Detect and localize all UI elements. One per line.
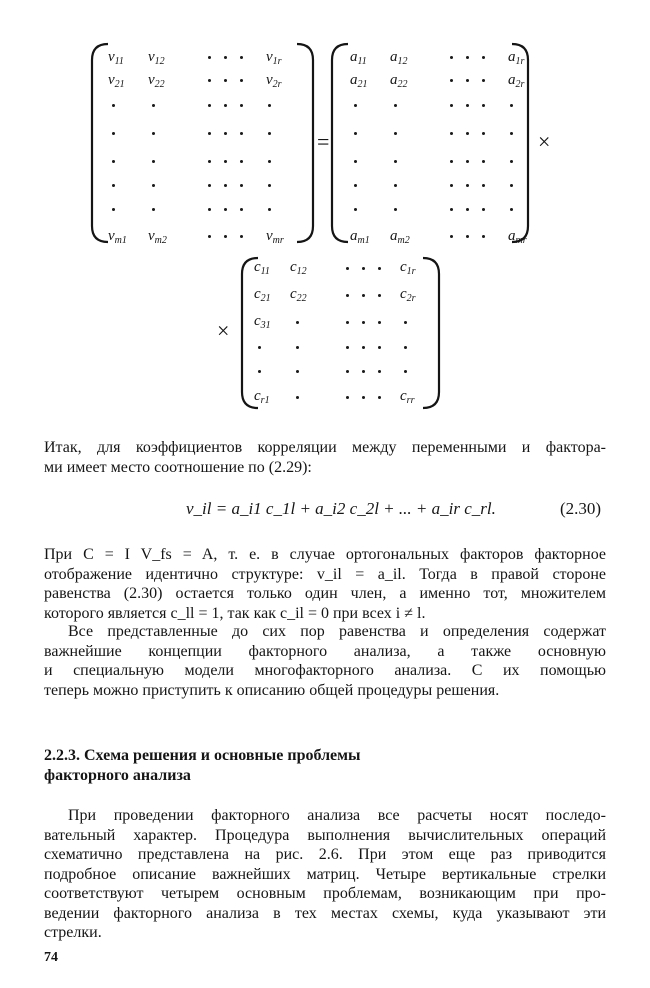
matrix-dot xyxy=(510,184,513,187)
matrix-v-cell: $v_{m2}$ xyxy=(148,228,167,246)
matrix-dot xyxy=(394,208,397,211)
matrix-dot xyxy=(378,370,381,373)
matrix-dot xyxy=(482,56,485,59)
matrix-c-left-bracket xyxy=(242,258,258,408)
matrix-a-cell: $a_{1r}$ xyxy=(508,49,525,67)
matrix-dot xyxy=(346,346,349,349)
matrix-dot xyxy=(268,132,271,135)
matrix-dot xyxy=(466,56,469,59)
section-heading-line: 2.2.3. Схема решения и основные проблемы xyxy=(44,747,361,764)
matrix-dot xyxy=(208,208,211,211)
text-line: соответствуют четырем основным проблемам, возникающим при про- xyxy=(44,885,606,902)
matrix-dot xyxy=(510,104,513,107)
matrix-a-cell: $a_{m2}$ xyxy=(390,228,410,246)
matrix-dot xyxy=(404,370,407,373)
text-line: и специальную модели многофакторного анализа. С их помощью xyxy=(44,662,606,679)
matrix-dot xyxy=(450,208,453,211)
matrix-dot xyxy=(296,370,299,373)
text-line: ведении факторного анализа в тех местах схемы, куда указывают эти xyxy=(44,904,606,922)
text-line: подробное описание важнейших матриц. Четыре вертикальные стрелки xyxy=(44,865,606,883)
matrix-v-cell: $v_{mr}$ xyxy=(266,228,284,246)
matrix-dot xyxy=(346,267,349,270)
matrix-dot xyxy=(224,132,227,135)
matrix-dot xyxy=(152,208,155,211)
times-sign-left: × xyxy=(217,318,230,343)
matrix-dot xyxy=(258,346,261,349)
matrix-dot xyxy=(362,267,365,270)
matrix-dot xyxy=(112,208,115,211)
matrix-dot xyxy=(362,396,365,399)
matrix-a-cell: $a_{mr}$ xyxy=(508,228,527,246)
matrix-dot xyxy=(482,235,485,238)
matrix-dot xyxy=(268,104,271,107)
matrix-dot xyxy=(482,79,485,82)
matrix-v-right-bracket xyxy=(297,44,313,242)
text-line: ми имеет место соотношение по (2.29): xyxy=(44,458,312,476)
matrix-dot xyxy=(208,235,211,238)
text-line: При C = I V_fs = A, т. е. в случае ортогональных факторов факторное xyxy=(44,546,606,563)
matrix-v-cell: $v_{2r}$ xyxy=(266,72,282,90)
text-line: При проведении факторного анализа все расчеты носят последо- xyxy=(68,807,606,824)
matrix-dot xyxy=(240,79,243,82)
matrix-dot xyxy=(152,160,155,163)
section-heading xyxy=(44,746,361,786)
matrix-dot xyxy=(112,160,115,163)
matrix-a-cell: $a_{12}$ xyxy=(390,49,408,67)
matrix-dot xyxy=(240,132,243,135)
matrix-dot xyxy=(378,396,381,399)
matrix-dot xyxy=(268,160,271,163)
matrix-dot xyxy=(346,321,349,324)
matrix-dot xyxy=(404,321,407,324)
text-line: которого является c_ll = 1, так как c_il = 0 при всех i ≠ l. xyxy=(44,604,426,622)
paragraph-intro xyxy=(44,438,606,477)
matrix-dot xyxy=(482,184,485,187)
matrix-dot xyxy=(450,160,453,163)
matrix-dot xyxy=(450,104,453,107)
matrix-dot xyxy=(482,104,485,107)
matrix-dot xyxy=(112,132,115,135)
matrix-dot xyxy=(450,132,453,135)
matrix-a-cell: $a_{m1}$ xyxy=(350,228,370,246)
matrix-dot xyxy=(240,235,243,238)
matrix-dot xyxy=(482,132,485,135)
matrix-dot xyxy=(362,370,365,373)
matrix-dot xyxy=(296,396,299,399)
matrix-a-cell: $a_{21}$ xyxy=(350,72,368,90)
matrix-dot xyxy=(240,160,243,163)
paragraph-orthogonal xyxy=(44,545,606,623)
matrix-dot xyxy=(466,132,469,135)
matrix-dot xyxy=(394,104,397,107)
matrix-dot xyxy=(394,132,397,135)
matrix-dot xyxy=(394,184,397,187)
matrix-dot xyxy=(354,132,357,135)
matrix-dot xyxy=(346,294,349,297)
matrix-dot xyxy=(510,208,513,211)
matrix-v-cell: $v_{m1}$ xyxy=(108,228,127,246)
matrix-dot xyxy=(112,184,115,187)
matrix-dot xyxy=(466,160,469,163)
matrix-dot xyxy=(112,104,115,107)
matrix-dot xyxy=(354,104,357,107)
matrix-dot xyxy=(208,160,211,163)
matrix-dot xyxy=(268,184,271,187)
equation-2-30 xyxy=(186,499,496,519)
matrix-v-left-bracket xyxy=(92,44,108,242)
equation-text: v_il = a_i1 c_1l + a_i2 c_2l + ... + a_ir c_rl. xyxy=(186,499,496,518)
matrix-dot xyxy=(152,104,155,107)
matrix-dot xyxy=(378,267,381,270)
matrix-dot xyxy=(466,104,469,107)
matrix-dot xyxy=(224,79,227,82)
matrix-dot xyxy=(224,184,227,187)
matrix-v-cell: $v_{21}$ xyxy=(108,72,125,90)
matrix-dot xyxy=(224,56,227,59)
text-line: отображение идентично структуре: v_il = a_il. Тогда в правой стороне xyxy=(44,565,606,583)
matrix-dot xyxy=(224,235,227,238)
matrix-dot xyxy=(208,79,211,82)
matrix-dot xyxy=(152,132,155,135)
matrix-dot xyxy=(296,346,299,349)
text-line: Итак, для коэффициентов корреляции между переменными и фактора- xyxy=(44,439,606,456)
matrix-dot xyxy=(354,184,357,187)
page-number: 74 xyxy=(44,950,58,965)
matrix-dot xyxy=(296,321,299,324)
matrix-c-cell: $c_{r1}$ xyxy=(254,388,270,406)
matrix-v-cell: $v_{11}$ xyxy=(108,49,124,67)
section-heading-line: факторного анализа xyxy=(44,767,191,784)
matrix-dot xyxy=(450,184,453,187)
matrix-dot xyxy=(224,104,227,107)
matrix-dot xyxy=(466,184,469,187)
matrix-dot xyxy=(404,346,407,349)
matrix-dot xyxy=(466,208,469,211)
matrix-dot xyxy=(482,160,485,163)
matrix-v-cell: $v_{1r}$ xyxy=(266,49,282,67)
equation-number: (2.30) xyxy=(560,499,602,518)
matrix-a-left-bracket xyxy=(332,44,348,242)
matrix-dot xyxy=(346,370,349,373)
matrix-c-cell: $c_{31}$ xyxy=(254,313,271,331)
paragraph-concepts xyxy=(44,622,606,700)
matrix-v-cell: $v_{12}$ xyxy=(148,49,165,67)
matrix-dot xyxy=(208,104,211,107)
matrix-dot xyxy=(224,160,227,163)
matrix-dot xyxy=(378,294,381,297)
matrix-c-cell: $c_{rr}$ xyxy=(400,388,415,406)
matrix-dot xyxy=(466,235,469,238)
matrix-dot xyxy=(208,56,211,59)
matrix-dot xyxy=(362,346,365,349)
matrix-dot xyxy=(152,184,155,187)
matrix-dot xyxy=(346,396,349,399)
matrix-dot xyxy=(208,184,211,187)
matrix-a-cell: $a_{2r}$ xyxy=(508,72,525,90)
matrix-dot xyxy=(208,132,211,135)
text-line: схематично представлена на рис. 2.6. При этом еще раз приводится xyxy=(44,846,606,863)
matrix-dot xyxy=(450,79,453,82)
matrix-c-cell: $c_{22}$ xyxy=(290,286,307,304)
matrix-dot xyxy=(240,104,243,107)
matrix-dot xyxy=(354,208,357,211)
matrix-dot xyxy=(510,160,513,163)
matrix-dot xyxy=(240,56,243,59)
text-line: стрелки. xyxy=(44,924,102,941)
matrix-a-cell: $a_{11}$ xyxy=(350,49,367,67)
matrix-a-cell: $a_{22}$ xyxy=(390,72,408,90)
matrix-c-right-bracket xyxy=(423,258,439,408)
text-line: Все представленные до сих пор равенства и определения содержат xyxy=(68,623,606,640)
matrix-dot xyxy=(450,56,453,59)
paragraph-procedure xyxy=(44,806,606,943)
matrix-dot xyxy=(510,132,513,135)
matrix-dot xyxy=(378,346,381,349)
matrix-dot xyxy=(362,294,365,297)
equals-sign: = xyxy=(317,129,330,154)
matrix-dot xyxy=(466,79,469,82)
matrix-dot xyxy=(378,321,381,324)
matrix-dot xyxy=(450,235,453,238)
matrix-c-cell: $c_{11}$ xyxy=(254,259,270,277)
text-line: равенства (2.30) остается только один член, а именно тот, множителем xyxy=(44,585,606,602)
matrix-dot xyxy=(258,370,261,373)
matrix-c-cell: $c_{2r}$ xyxy=(400,286,416,304)
times-sign-right: × xyxy=(538,129,551,154)
matrix-dot xyxy=(224,208,227,211)
matrix-c-cell: $c_{12}$ xyxy=(290,259,307,277)
text-line: вательный характер. Процедура выполнения вычислительных операций xyxy=(44,826,606,844)
matrix-c-cell: $c_{1r}$ xyxy=(400,259,416,277)
matrix-dot xyxy=(240,208,243,211)
text-line: теперь можно приступить к описанию общей процедуры решения. xyxy=(44,681,500,699)
matrix-dot xyxy=(394,160,397,163)
matrix-dot xyxy=(354,160,357,163)
text-line: важнейшие концепции факторного анализа, а также основную xyxy=(44,642,606,660)
matrix-v-cell: $v_{22}$ xyxy=(148,72,165,90)
matrix-dot xyxy=(240,184,243,187)
matrix-dot xyxy=(482,208,485,211)
matrix-c-cell: $c_{21}$ xyxy=(254,286,271,304)
matrix-dot xyxy=(362,321,365,324)
matrix-dot xyxy=(268,208,271,211)
